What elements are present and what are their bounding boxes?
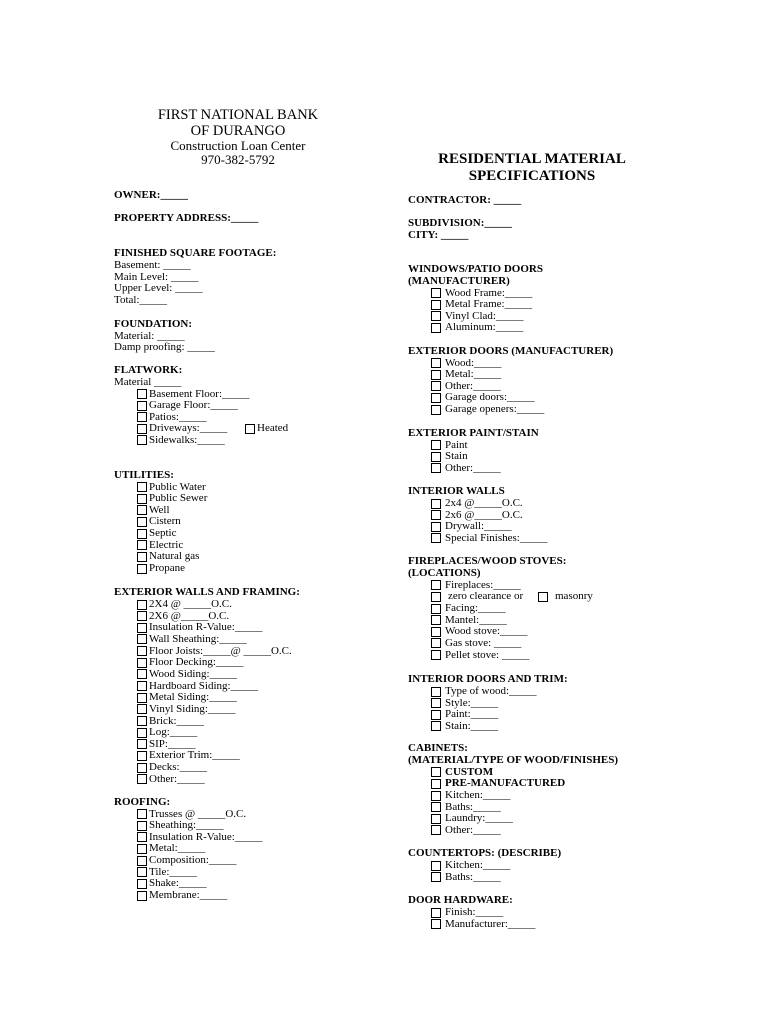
property-address-field[interactable]: PROPERTY ADDRESS:_____ xyxy=(114,212,259,224)
exterior-wall-item-checkbox[interactable] xyxy=(137,600,147,610)
interior-wall-item-checkbox[interactable] xyxy=(431,522,441,532)
interior-door-item-label: Paint:_____ xyxy=(445,708,499,721)
exterior-paint-item-label: Stain xyxy=(445,450,468,463)
interior-wall-item-label: 2x6 @_____O.C. xyxy=(445,508,523,521)
exterior-wall-item-label: Brick:_____ xyxy=(149,714,204,727)
interior-door-item-label: Stain:_____ xyxy=(445,719,499,732)
utility-item-label: Cistern xyxy=(149,515,181,528)
interior-wall-item-checkbox[interactable] xyxy=(431,510,441,520)
cabinet-item-checkbox[interactable] xyxy=(431,802,441,812)
finished-sqft-heading: FINISHED SQUARE FOOTAGE: xyxy=(114,247,277,259)
exterior-wall-item-checkbox[interactable] xyxy=(137,646,147,656)
countertop-item-checkbox[interactable] xyxy=(431,872,441,882)
exterior-door-item-label: Garage openers:_____ xyxy=(445,403,545,416)
cabinet-item-label: Kitchen:_____ xyxy=(445,789,511,801)
door-hardware-item-label: Manufacturer:_____ xyxy=(445,917,536,930)
exterior-wall-item-label: Exterior Trim:_____ xyxy=(149,749,240,762)
roofing-heading: ROOFING: xyxy=(114,796,171,808)
fireplaces-checkbox[interactable] xyxy=(431,580,441,590)
interior-wall-item-label: 2x4 @_____O.C. xyxy=(445,497,523,509)
exterior-wall-item-checkbox[interactable] xyxy=(137,716,147,726)
cabinets-subheading: (MATERIAL/TYPE OF WOOD/FINISHES) xyxy=(408,754,619,766)
basement-floor-label: Basement Floor:_____ xyxy=(149,387,250,400)
form-title-line1: RESIDENTIAL MATERIAL xyxy=(438,151,626,167)
foundation-material-field[interactable]: Material: _____ xyxy=(114,329,185,342)
fireplace-item-label: Pellet stove: _____ xyxy=(445,648,530,661)
interior-wall-item-label: Drywall:_____ xyxy=(445,520,512,533)
roofing-item-label: Composition:_____ xyxy=(149,854,237,867)
exterior-wall-item-checkbox[interactable] xyxy=(137,751,147,761)
exterior-walls-heading: EXTERIOR WALLS AND FRAMING: xyxy=(114,586,300,598)
roofing-item-checkbox[interactable] xyxy=(137,856,147,866)
exterior-door-item-label: Other:_____ xyxy=(445,379,501,392)
garage-floor-label: Garage Floor:_____ xyxy=(149,399,238,411)
roofing-item-label: Shake:_____ xyxy=(149,877,207,890)
garage-floor-checkbox[interactable] xyxy=(137,401,147,411)
cabinet-item-checkbox[interactable] xyxy=(431,825,441,835)
foundation-heading: FOUNDATION: xyxy=(114,318,193,330)
window-item-checkbox[interactable] xyxy=(431,311,441,321)
utility-item-checkbox[interactable] xyxy=(137,552,147,562)
roofing-item-checkbox[interactable] xyxy=(137,844,147,854)
utility-item-label: Natural gas xyxy=(149,550,200,563)
roofing-item-checkbox[interactable] xyxy=(137,879,147,889)
interior-door-item-checkbox[interactable] xyxy=(431,687,441,697)
total-sqft-field[interactable]: Total:_____ xyxy=(114,293,168,306)
utility-item-checkbox[interactable] xyxy=(137,494,147,504)
utility-item-checkbox[interactable] xyxy=(137,482,147,492)
roofing-item-label: Insulation R-Value:_____ xyxy=(149,830,263,843)
exterior-paint-item-label: Other:_____ xyxy=(445,461,501,474)
fireplace-item-checkbox[interactable] xyxy=(431,638,441,648)
exterior-paint-item-checkbox[interactable] xyxy=(431,452,441,462)
utility-item-label: Septic xyxy=(149,527,177,540)
window-item-label: Vinyl Clad:_____ xyxy=(445,309,524,322)
exterior-wall-item-label: Log:_____ xyxy=(149,726,198,739)
roofing-item-checkbox[interactable] xyxy=(137,821,147,831)
fireplaces-heading: FIREPLACES/WOOD STOVES: xyxy=(408,555,567,567)
roofing-item-checkbox[interactable] xyxy=(137,832,147,842)
window-item-label: Aluminum:_____ xyxy=(445,321,524,334)
sidewalks-label: Sidewalks:_____ xyxy=(149,433,225,446)
window-item-label: Wood Frame:_____ xyxy=(445,286,533,299)
utility-item-checkbox[interactable] xyxy=(137,505,147,515)
exterior-wall-item-label: Hardboard Siding:_____ xyxy=(149,679,259,692)
exterior-wall-item-checkbox[interactable] xyxy=(137,739,147,749)
countertop-item-label: Kitchen:_____ xyxy=(445,859,511,871)
utility-item-checkbox[interactable] xyxy=(137,517,147,527)
bank-name-line2: OF DURANGO xyxy=(190,123,286,139)
heated-checkbox[interactable] xyxy=(245,424,255,434)
exterior-wall-item-checkbox[interactable] xyxy=(137,774,147,784)
patios-checkbox[interactable] xyxy=(137,412,147,422)
fireplaces-label: Fireplaces:_____ xyxy=(445,578,521,591)
interior-wall-item-checkbox[interactable] xyxy=(431,533,441,543)
driveways-label: Driveways:_____ xyxy=(149,422,228,434)
door-hardware-item-checkbox[interactable] xyxy=(431,919,441,929)
cabinet-item-checkbox[interactable] xyxy=(431,791,441,801)
roofing-item-label: Trusses @ _____O.C. xyxy=(149,807,247,820)
loan-center: Construction Loan Center xyxy=(170,138,306,153)
utilities-heading: UTILITIES: xyxy=(114,469,174,481)
exterior-wall-item-checkbox[interactable] xyxy=(137,634,147,644)
custom-checkbox[interactable] xyxy=(431,767,441,777)
door-hardware-heading: DOOR HARDWARE: xyxy=(408,894,513,906)
utility-item-label: Propane xyxy=(149,562,186,575)
roofing-item-label: Sheathing:_____ xyxy=(149,819,224,832)
window-item-label: Metal Frame:_____ xyxy=(445,298,533,311)
exterior-wall-item-label: Floor Decking:_____ xyxy=(149,656,244,669)
roofing-item-checkbox[interactable] xyxy=(137,809,147,819)
flatwork-heading: FLATWORK: xyxy=(114,364,183,376)
fireplace-item-checkbox[interactable] xyxy=(431,650,441,660)
interior-door-item-checkbox[interactable] xyxy=(431,698,441,708)
city-field[interactable]: CITY: _____ xyxy=(408,228,469,241)
exterior-door-item-checkbox[interactable] xyxy=(431,393,441,403)
interior-door-item-label: Style:_____ xyxy=(445,696,499,709)
exterior-door-item-checkbox[interactable] xyxy=(431,370,441,380)
masonry-label: masonry xyxy=(555,590,593,602)
exterior-door-item-checkbox[interactable] xyxy=(431,405,441,415)
door-hardware-item-label: Finish:_____ xyxy=(445,906,504,918)
exterior-wall-item-checkbox[interactable] xyxy=(137,623,147,633)
interior-door-item-checkbox[interactable] xyxy=(431,710,441,720)
countertops-heading: COUNTERTOPS: (DESCRIBE) xyxy=(408,847,562,859)
exterior-wall-item-label: Vinyl Siding:_____ xyxy=(149,702,236,715)
exterior-wall-item-label: Floor Joists:_____@ _____O.C. xyxy=(149,644,292,657)
exterior-wall-item-label: Other:_____ xyxy=(149,772,205,785)
utility-item-label: Well xyxy=(149,503,170,516)
basement-sqft-field[interactable]: Basement: _____ xyxy=(114,259,191,271)
fireplace-item-checkbox[interactable] xyxy=(431,604,441,614)
exterior-wall-item-label: Wood Siding:_____ xyxy=(149,667,238,680)
exterior-wall-item-label: 2X6 @_____O.C. xyxy=(149,609,230,622)
owner-field[interactable]: OWNER:_____ xyxy=(114,189,188,201)
contractor-field[interactable]: CONTRACTOR: _____ xyxy=(408,194,522,206)
window-item-checkbox[interactable] xyxy=(431,323,441,333)
patios-label: Patios:_____ xyxy=(149,410,207,423)
roofing-item-label: Tile:_____ xyxy=(149,865,197,878)
interior-door-item-checkbox[interactable] xyxy=(431,721,441,731)
exterior-door-item-label: Garage doors:_____ xyxy=(445,391,535,404)
exterior-paint-item-checkbox[interactable] xyxy=(431,463,441,473)
exterior-door-item-checkbox[interactable] xyxy=(431,358,441,368)
utility-item-label: Public Water xyxy=(149,480,206,493)
damp-proofing-field[interactable]: Damp proofing: _____ xyxy=(114,341,215,353)
interior-wall-item-checkbox[interactable] xyxy=(431,499,441,509)
driveways-checkbox[interactable] xyxy=(137,424,147,434)
fireplaces-subheading: (LOCATIONS) xyxy=(408,567,481,579)
interior-wall-item-label: Special Finishes:_____ xyxy=(445,531,548,544)
cabinets-heading: CABINETS: xyxy=(408,742,468,754)
utility-item-label: Electric xyxy=(149,538,184,551)
cabinet-item-label: Baths:_____ xyxy=(445,800,501,813)
utility-item-checkbox[interactable] xyxy=(137,540,147,550)
fireplace-item-label: Wood stove:_____ xyxy=(445,625,528,638)
fireplace-item-checkbox[interactable] xyxy=(431,627,441,637)
bank-phone: 970-382-5792 xyxy=(201,152,275,167)
zero-clearance-label: zero clearance or xyxy=(448,590,524,602)
fireplace-item-checkbox[interactable] xyxy=(431,615,441,625)
exterior-doors-heading: EXTERIOR DOORS (MANUFACTURER) xyxy=(408,345,614,357)
cabinet-item-label: Laundry:_____ xyxy=(445,812,513,825)
zero-clearance-checkbox[interactable] xyxy=(431,592,441,602)
flatwork-material-field[interactable]: Material _____ xyxy=(114,376,182,388)
cabinet-item-label: Other:_____ xyxy=(445,823,501,836)
main-level-sqft-field[interactable]: Main Level: _____ xyxy=(114,270,199,283)
utility-item-checkbox[interactable] xyxy=(137,529,147,539)
countertop-item-label: Baths:_____ xyxy=(445,870,501,883)
fireplace-item-label: Gas stove: _____ xyxy=(445,636,522,649)
exterior-paint-heading: EXTERIOR PAINT/STAIN xyxy=(408,427,539,439)
pre-manufactured-checkbox[interactable] xyxy=(431,779,441,789)
utility-item-checkbox[interactable] xyxy=(137,564,147,574)
cabinet-item-checkbox[interactable] xyxy=(431,814,441,824)
exterior-wall-item-checkbox[interactable] xyxy=(137,704,147,714)
exterior-door-item-checkbox[interactable] xyxy=(431,381,441,391)
windows-heading: WINDOWS/PATIO DOORS xyxy=(408,263,543,275)
roofing-item-label: Metal:_____ xyxy=(149,842,206,855)
exterior-door-item-label: Metal:_____ xyxy=(445,368,502,381)
exterior-wall-item-checkbox[interactable] xyxy=(137,681,147,691)
subdivision-field[interactable]: SUBDIVISION:_____ xyxy=(408,217,512,229)
exterior-wall-item-checkbox[interactable] xyxy=(137,728,147,738)
utility-item-label: Public Sewer xyxy=(149,492,208,505)
bank-name-line1: FIRST NATIONAL BANK xyxy=(157,107,319,123)
upper-level-sqft-field[interactable]: Upper Level: _____ xyxy=(114,282,203,294)
masonry-checkbox[interactable] xyxy=(538,592,548,602)
sidewalks-checkbox[interactable] xyxy=(137,435,147,445)
exterior-wall-item-label: 2X4 @ _____O.C. xyxy=(149,598,232,610)
exterior-paint-item-label: Paint xyxy=(445,438,468,451)
exterior-wall-item-label: Wall Sheathing:_____ xyxy=(149,632,247,645)
fireplace-item-label: Facing:_____ xyxy=(445,602,506,614)
exterior-wall-item-checkbox[interactable] xyxy=(137,669,147,679)
window-item-checkbox[interactable] xyxy=(431,288,441,298)
roofing-item-checkbox[interactable] xyxy=(137,891,147,901)
exterior-wall-item-checkbox[interactable] xyxy=(137,763,147,773)
form-title-line2: SPECIFICATIONS xyxy=(468,168,596,184)
exterior-wall-item-label: Metal Siding:_____ xyxy=(149,691,237,704)
door-hardware-item-checkbox[interactable] xyxy=(431,908,441,918)
window-item-checkbox[interactable] xyxy=(431,300,441,310)
countertop-item-checkbox[interactable] xyxy=(431,861,441,871)
exterior-wall-item-checkbox[interactable] xyxy=(137,611,147,621)
exterior-wall-item-checkbox[interactable] xyxy=(137,658,147,668)
exterior-wall-item-checkbox[interactable] xyxy=(137,693,147,703)
fireplace-item-label: Mantel:_____ xyxy=(445,613,507,626)
interior-walls-heading: INTERIOR WALLS xyxy=(408,485,505,497)
custom-label: CUSTOM xyxy=(445,765,494,778)
exterior-door-item-label: Wood:_____ xyxy=(445,356,502,369)
exterior-paint-item-checkbox[interactable] xyxy=(431,440,441,450)
basement-floor-checkbox[interactable] xyxy=(137,389,147,399)
exterior-wall-item-label: Decks:_____ xyxy=(149,761,208,774)
interior-doors-heading: INTERIOR DOORS AND TRIM: xyxy=(408,673,568,685)
exterior-wall-item-label: Insulation R-Value:_____ xyxy=(149,621,263,634)
roofing-item-label: Membrane:_____ xyxy=(149,889,228,902)
heated-label: Heated xyxy=(257,422,289,434)
pre-manufactured-label: PRE-MANUFACTURED xyxy=(445,777,566,789)
exterior-wall-item-label: SIP:_____ xyxy=(149,737,196,750)
interior-door-item-label: Type of wood:_____ xyxy=(445,685,537,697)
roofing-item-checkbox[interactable] xyxy=(137,867,147,877)
windows-subheading: (MANUFACTURER) xyxy=(408,275,510,287)
